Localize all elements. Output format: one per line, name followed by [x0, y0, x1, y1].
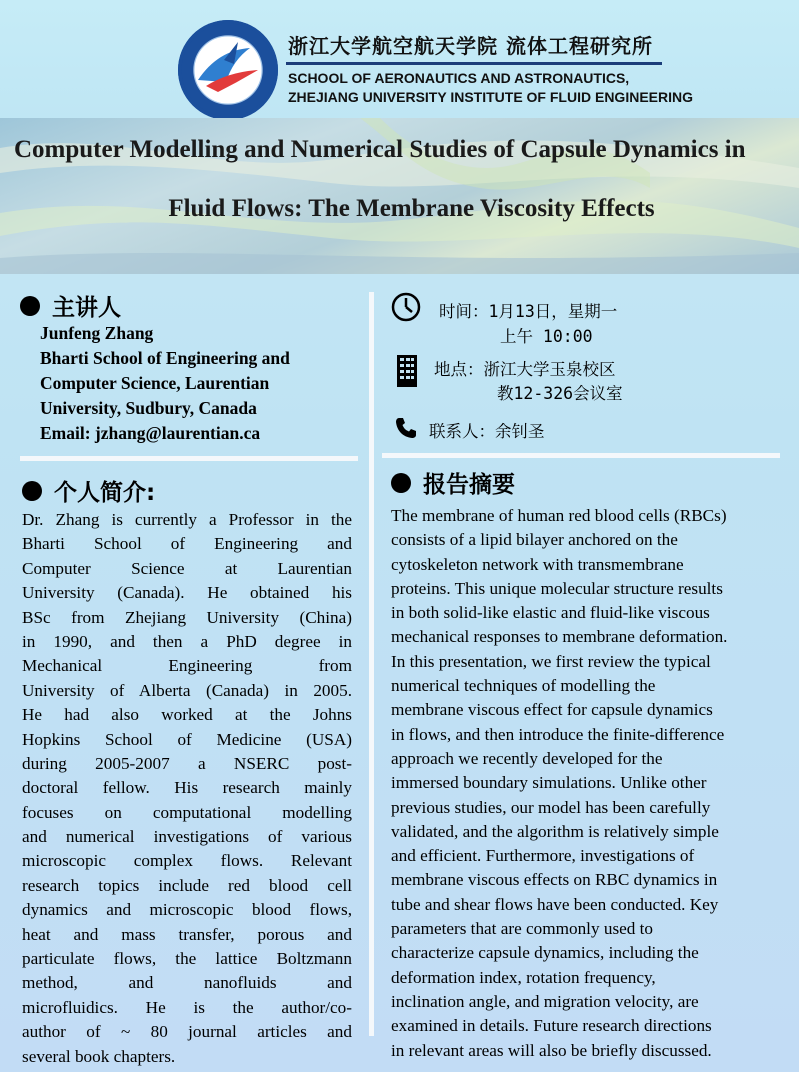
bio-heading-text: 个人简介:: [54, 480, 156, 506]
bio-line: research topics include red blood cell: [22, 875, 352, 895]
bio-line: several book chapters.: [22, 1046, 176, 1066]
phone-icon: [394, 416, 418, 440]
speaker-email: Email: jzhang@laurentian.ca: [40, 423, 261, 443]
speaker-affiliation-line: Computer Science, Laurentian: [40, 373, 270, 393]
abstract-line: in both solid-like elastic and fluid-like viscous: [391, 603, 710, 623]
bio-line: in 1990, and then a PhD degree in: [22, 631, 352, 651]
speaker-affiliation-line: University, Sudbury, Canada: [40, 398, 257, 418]
speaker-affiliation-line: Bharti School of Engineering and: [40, 348, 290, 368]
contact-label: 联系人：余钊圣: [429, 422, 545, 441]
bio-line: Bharti School of Engineering and: [22, 534, 352, 554]
header-rule: [286, 62, 662, 65]
abstract-line: proteins. This unique molecular structure results: [391, 578, 723, 598]
bullet-icon: [20, 296, 40, 316]
abstract-line: In this presentation, we first review the typical: [391, 651, 711, 671]
abstract-line: inclination angle, and migration velocity, are: [391, 991, 699, 1011]
abstract-line: approach we recently developed for the: [391, 748, 663, 768]
speaker-heading-text: 主讲人: [52, 295, 121, 321]
bio-line: author of ~ 80 journal articles and: [22, 1022, 352, 1042]
abstract-line: validated, and the algorithm is relatively simple: [391, 821, 719, 841]
building-icon: [396, 354, 418, 388]
left-divider: [20, 456, 358, 461]
school-english-line2: ZHEJIANG UNIVERSITY INSTITUTE OF FLUID ENGINEERING: [288, 89, 693, 105]
abstract-line: deformation index, rotation frequency,: [391, 967, 656, 987]
column-divider: [369, 292, 374, 1036]
time-value: 上午 10:00: [500, 327, 593, 346]
bio-line: microfluidics. He is the author/co-: [22, 997, 352, 1017]
abstract-line: consists of a lipid bilayer anchored on the: [391, 530, 678, 550]
bio-line: BSc from Zhejiang University (China): [22, 607, 352, 627]
abstract-line: mechanical responses to membrane deformation.: [391, 627, 728, 647]
right-divider: [382, 453, 780, 458]
university-seal-logo: [178, 20, 278, 120]
speaker-heading: [20, 289, 121, 322]
bullet-icon: [22, 481, 42, 501]
time-label: 时间：1月13日，星期一: [439, 302, 618, 321]
abstract-line: cytoskeleton network with transmembrane: [391, 554, 684, 574]
abstract-line: previous studies, our model has been carefully: [391, 797, 711, 817]
bio-line: and numerical investigations of various: [22, 827, 352, 847]
abstract-text: [391, 504, 791, 1063]
abstract-line: immersed boundary simulations. Unlike other: [391, 773, 707, 793]
talk-title-line1: Computer Modelling and Numerical Studies of Capsule Dynamics in: [14, 136, 746, 163]
bio-line: dynamics and microscopic blood flows,: [22, 900, 352, 920]
abstract-line: numerical techniques of modelling the: [391, 676, 656, 696]
bio-line: heat and mass transfer, porous and: [22, 924, 352, 944]
abstract-line: tube and shear flows have been conducted. Key: [391, 894, 719, 914]
place-value: 教12-326会议室: [497, 384, 623, 403]
clock-icon: [391, 292, 421, 322]
abstract-line: The membrane of human red blood cells (RBCs): [391, 506, 727, 525]
abstract-line: and efficient. Furthermore, investigations of: [391, 846, 695, 866]
abstract-line: parameters that are commonly used to: [391, 919, 654, 939]
bio-line: microscopic complex flows. Relevant: [22, 851, 352, 871]
bio-line: method, and nanofluids and: [22, 973, 352, 993]
place-label: 地点：浙江大学玉泉校区: [434, 360, 616, 379]
abstract-line: in relevant areas will also be briefly discussed.: [391, 1040, 712, 1060]
abstract-line: membrane viscous effect for capsule dynamics: [391, 700, 713, 720]
bio-heading: [22, 474, 155, 507]
bio-line: focuses on computational modelling: [22, 802, 352, 822]
bio-text: [22, 508, 352, 1069]
abstract-heading: [391, 466, 515, 499]
seal-emblem-icon: [178, 20, 278, 120]
abstract-line: membrane viscous effects on RBC dynamics in: [391, 870, 718, 890]
bio-line: He had also worked at the Johns: [22, 705, 352, 725]
bio-line: Mechanical Engineering from: [22, 656, 352, 676]
abstract-line: characterize capsule dynamics, including the: [391, 943, 699, 963]
bio-line: Hopkins School of Medicine (USA): [22, 729, 352, 749]
bullet-icon: [391, 473, 411, 493]
speaker-name: Junfeng Zhang: [40, 323, 154, 343]
abstract-line: in flows, and then introduce the finite-difference: [391, 724, 725, 744]
bio-line: University of Alberta (Canada) in 2005.: [22, 680, 352, 700]
bio-line: University (Canada). He obtained his: [22, 583, 352, 603]
school-english-line1: SCHOOL OF AERONAUTICS AND ASTRONAUTICS,: [288, 70, 630, 86]
talk-title-line2: Fluid Flows: The Membrane Viscosity Effects: [168, 195, 655, 222]
bio-line: Dr. Zhang is currently a Professor in the: [22, 510, 352, 529]
bio-line: during 2005-2007 a NSERC post-: [22, 753, 352, 773]
bio-line: doctoral fellow. His research mainly: [22, 778, 352, 798]
header: [0, 0, 799, 118]
abstract-heading-text: 报告摘要: [423, 472, 515, 498]
bio-line: Computer Science at Laurentian: [22, 558, 352, 578]
abstract-line: examined in details. Future research directions: [391, 1016, 712, 1036]
bio-line: particulate flows, the lattice Boltzmann: [22, 949, 352, 969]
school-chinese-title: 浙江大学航空航天学院 流体工程研究所: [288, 34, 653, 58]
